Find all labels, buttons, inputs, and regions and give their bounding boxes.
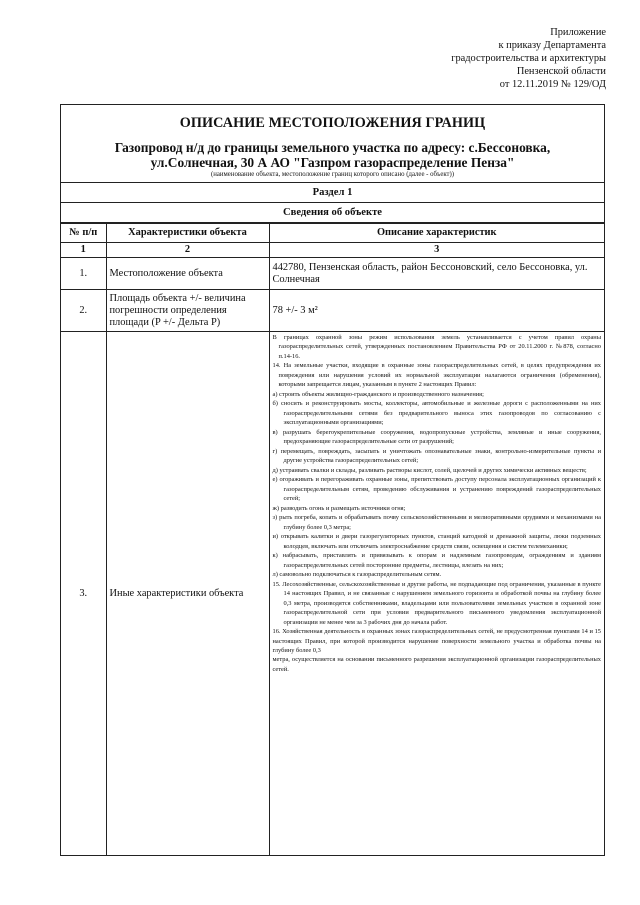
column-index: 3 [269,243,604,258]
section-subtitle: Сведения об объекте [61,203,604,223]
column-header: Характеристики объекта [106,224,269,243]
appendix-line: градостроительства и архитектуры [451,53,606,64]
column-header: Описание характеристик [269,224,604,243]
row-number: 2. [61,290,106,332]
object-title-line: ул.Солнечная, 30 А АО "Газпром газораспределение Пенза" [150,155,515,170]
page-title: ОПИСАНИЕ МЕСТОПОЛОЖЕНИЯ ГРАНИЦ [179,115,486,131]
column-index: 2 [106,243,269,258]
column-index-row [61,243,604,258]
legal-paragraph: к) набрасывать, приставлять и привязывать к опорам и надземным газопроводам, ограждениям и зданиям газораспределительных сетей посторонние предметы, лестницы, влезать на них; [272,552,601,569]
appendix-line: Пензенской области [516,66,606,77]
section-title: Раздел 1 [61,183,604,203]
characteristic-name: Площадь объекта +/- величина погрешности определения площади (P +/- Дельта P) [106,290,269,332]
legal-paragraph: л) самовольно подключаться к газораспределительным сетям. [272,571,442,579]
characteristic-value [269,332,604,856]
legal-paragraph: а) строить объекты жилищно-гражданского и производственного назначения; [272,390,484,398]
boundary-description-form [60,104,605,856]
legal-paragraph: В границах охранной зоны режим использования земель устанавливается с учетом правил охраны газораспределительных сетей, утвержденных постановлением Правительства РФ от 20.11.2000 г. №878, согласно п.14-16. [272,334,601,360]
legal-paragraph: д) устраивать свалки и склады, разливать растворы кислот, солей, щелочей и других химически активных веществ; [272,466,587,474]
legal-paragraph: и) открывать калитки и двери газорегуляторных пунктов, станций катодной и дренажной защиты, люки подземных колодцев, включать или отключать электроснабжение средств связи, освещения и систем телемеханики; [272,533,601,550]
appendix-header [366,26,606,91]
table-row [61,332,604,856]
object-info-table [61,223,604,855]
legal-paragraph: г) перемещать, повреждать, засыпать и уничтожать опознавательные знаки, контрольно-измерительные пункты и другие устройства газораспределительных сетей; [272,447,601,465]
legal-paragraph: з) рыть погреба, копать и обрабатывать почву сельскохозяйственными и мелиоративными орудиями и механизмами на глубину более 0,3 метра; [272,514,601,531]
legal-paragraph: б) сносить и реконструировать мосты, коллекторы, автомобильные и железные дороги с расположенными на них газораспределительными сетями без предварительного выноса этих газопроводов по согласованию с эксплуатационными организациями; [272,400,601,427]
object-note: (наименование объекта, местоположение границ которого описано (далее - объект)) [210,171,455,178]
legal-paragraph: 15. Лесохозяйственные, сельскохозяйственные и другие работы, не подпадающие под ограничения, указанные в пункте 14 настоящих Правил, и не связанные с нарушением земельного горизонта и обработкой почвы на глубину более 0,3 метра, производятся собственниками, владельцами или пользователями земельных участков в охранной зоне газораспределительной сети при условии предварительного письменного уведомления эксплуатационной организации не менее чем за 3 рабочих дня до начала работ. [272,580,601,626]
characteristic-name: Местоположение объекта [106,258,269,290]
legal-paragraph: 14. На земельные участки, входящие в охранные зоны газораспределительных сетей, в целях предупреждения их повреждения или нарушения условий их нормальной эксплуатации налагаются ограничения (обременения), которыми запрещается лицам, указанным в пункте 2 настоящих Правил: [272,362,601,389]
characteristic-value: 78 +/- 3 м² [269,290,604,332]
legal-paragraph: метра, осуществляется на основании письменного разрешения эксплуатационной организации газораспределительных сетей. [272,656,601,673]
row-number: 1. [61,258,106,290]
legal-paragraph: ж) разводить огонь и размещать источники огня; [272,504,406,512]
characteristic-value: 442780, Пензенская область, район Бессоновский, село Бессоновка, ул. Солнечная [269,258,604,290]
legal-text [273,333,602,674]
table-row [61,290,604,332]
legal-paragraph: 16. Хозяйственная деятельность в охранных зонах газораспределительных сетей, не предусмотренная пунктами 14 и 15 настоящих Правил, при которой производится нарушение поверхности земельного участка и обработка почвы на глубину более 0,3 [272,628,601,654]
column-header: № п/п [61,224,106,243]
form-header [61,105,604,183]
legal-paragraph: е) огораживать и перегораживать охранные зоны, препятствовать доступу персонала эксплуатационных организаций к газораспределительным сетям, проведению обслуживания и устранению повреждений газораспределительных сетей; [272,476,601,503]
appendix-line: Приложение [550,27,606,38]
object-title [61,140,604,170]
appendix-line: от 12.11.2019 № 129/ОД [499,79,606,90]
object-title-line: Газопровод н/д до границы земельного участка по адресу: с.Бессоновка, [114,140,551,155]
row-number: 3. [61,332,106,856]
appendix-line: к приказу Департамента [498,40,606,51]
table-header-row [61,224,604,243]
column-index: 1 [61,243,106,258]
legal-paragraph: в) разрушать берегоукрепительные сооружения, водопропускные устройства, земляные и иные сооружения, предохраняющие газораспределительные сети от разрушений; [272,428,601,446]
characteristic-name: Иные характеристики объекта [106,332,269,856]
table-row [61,258,604,290]
